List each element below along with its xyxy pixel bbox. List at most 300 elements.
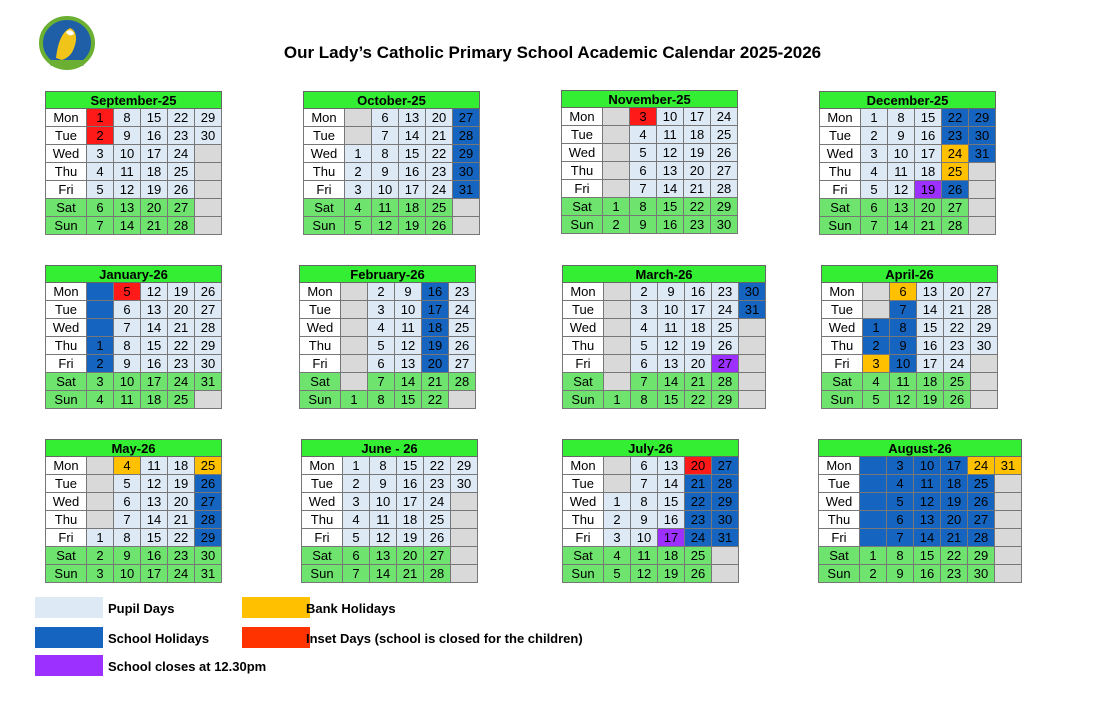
- date-cell: 19: [685, 337, 712, 355]
- day-name: Sat: [819, 547, 860, 565]
- date-cell: 2: [603, 216, 630, 234]
- day-name: Fri: [300, 355, 341, 373]
- date-cell: 7: [114, 511, 141, 529]
- date-cell: 26: [712, 337, 739, 355]
- legend-label: School closes at 12.30pm: [108, 659, 267, 674]
- empty-cell: [604, 319, 631, 337]
- date-cell: 24: [424, 493, 451, 511]
- month-title: January-26: [46, 266, 222, 283]
- date-cell: 2: [87, 547, 114, 565]
- empty-cell: [971, 373, 998, 391]
- date-cell: 1: [343, 457, 370, 475]
- month-table: [299, 265, 476, 409]
- empty-cell: [195, 199, 222, 217]
- empty-cell: [195, 391, 222, 409]
- empty-cell: [860, 493, 887, 511]
- date-cell: 28: [971, 301, 998, 319]
- day-name: Tue: [822, 301, 863, 319]
- empty-cell: [604, 355, 631, 373]
- day-name: Thu: [46, 511, 87, 529]
- day-name: Wed: [820, 145, 861, 163]
- empty-cell: [604, 337, 631, 355]
- date-cell: 8: [370, 457, 397, 475]
- date-cell: 24: [449, 301, 476, 319]
- date-cell: 9: [630, 216, 657, 234]
- week-row: [562, 126, 738, 144]
- day-name: Fri: [822, 355, 863, 373]
- empty-cell: [345, 127, 372, 145]
- date-cell: 3: [604, 529, 631, 547]
- empty-cell: [195, 217, 222, 235]
- date-cell: 27: [712, 355, 739, 373]
- date-cell: 2: [604, 511, 631, 529]
- week-row: [563, 301, 766, 319]
- date-cell: 18: [399, 199, 426, 217]
- date-cell: 12: [890, 391, 917, 409]
- date-cell: 24: [168, 145, 195, 163]
- date-cell: 19: [684, 144, 711, 162]
- empty-cell: [604, 301, 631, 319]
- date-cell: 12: [888, 181, 915, 199]
- date-cell: 19: [168, 283, 195, 301]
- date-cell: 13: [917, 283, 944, 301]
- date-cell: 29: [453, 145, 480, 163]
- week-row: [562, 162, 738, 180]
- day-name: Sun: [46, 391, 87, 409]
- day-name: Tue: [300, 301, 341, 319]
- date-cell: 24: [712, 301, 739, 319]
- week-row: [304, 127, 480, 145]
- date-cell: 17: [658, 529, 685, 547]
- date-cell: 6: [87, 199, 114, 217]
- date-cell: 19: [917, 391, 944, 409]
- legend-label: Inset Days (school is closed for the children): [306, 631, 583, 646]
- date-cell: 3: [345, 181, 372, 199]
- date-cell: 18: [685, 319, 712, 337]
- date-cell: 15: [395, 391, 422, 409]
- date-cell: 24: [426, 181, 453, 199]
- date-cell: 30: [971, 337, 998, 355]
- day-name: Sun: [820, 217, 861, 235]
- date-cell: 3: [630, 108, 657, 126]
- empty-cell: [739, 391, 766, 409]
- date-cell: 1: [345, 145, 372, 163]
- date-cell: 9: [658, 283, 685, 301]
- date-cell: 27: [453, 109, 480, 127]
- date-cell: 2: [861, 127, 888, 145]
- date-cell: 15: [658, 391, 685, 409]
- date-cell: 7: [630, 180, 657, 198]
- week-row: [820, 145, 996, 163]
- date-cell: 26: [449, 337, 476, 355]
- empty-cell: [603, 180, 630, 198]
- week-row: [46, 547, 222, 565]
- day-name: Thu: [562, 162, 603, 180]
- day-name: Sat: [302, 547, 343, 565]
- date-cell: 17: [941, 457, 968, 475]
- month-title: October-25: [304, 92, 480, 109]
- date-cell: 8: [630, 198, 657, 216]
- date-cell: 27: [195, 301, 222, 319]
- date-cell: 9: [370, 475, 397, 493]
- date-cell: 5: [630, 144, 657, 162]
- date-cell: 24: [944, 355, 971, 373]
- date-cell: 30: [195, 127, 222, 145]
- date-cell: 24: [968, 457, 995, 475]
- empty-cell: [603, 108, 630, 126]
- empty-cell: [739, 355, 766, 373]
- date-cell: 23: [941, 565, 968, 583]
- month-title: February-26: [300, 266, 476, 283]
- day-name: Tue: [820, 127, 861, 145]
- date-cell: 4: [345, 199, 372, 217]
- week-row: [46, 565, 222, 583]
- date-cell: 22: [422, 391, 449, 409]
- date-cell: 18: [422, 319, 449, 337]
- date-cell: 4: [861, 163, 888, 181]
- day-name: Mon: [563, 457, 604, 475]
- day-name: Thu: [563, 337, 604, 355]
- week-row: [819, 475, 1022, 493]
- date-cell: 24: [685, 529, 712, 547]
- week-row: [304, 199, 480, 217]
- date-cell: 5: [368, 337, 395, 355]
- week-row: [563, 355, 766, 373]
- date-cell: 8: [114, 337, 141, 355]
- date-cell: 12: [658, 337, 685, 355]
- week-row: [300, 373, 476, 391]
- date-cell: 1: [863, 319, 890, 337]
- date-cell: 17: [399, 181, 426, 199]
- empty-cell: [87, 493, 114, 511]
- date-cell: 17: [141, 373, 168, 391]
- date-cell: 12: [370, 529, 397, 547]
- date-cell: 16: [141, 355, 168, 373]
- date-cell: 6: [861, 199, 888, 217]
- date-cell: 26: [711, 144, 738, 162]
- date-cell: 30: [712, 511, 739, 529]
- week-row: [822, 355, 998, 373]
- date-cell: 16: [422, 283, 449, 301]
- date-cell: 11: [395, 319, 422, 337]
- empty-cell: [860, 511, 887, 529]
- date-cell: 27: [424, 547, 451, 565]
- date-cell: 3: [87, 373, 114, 391]
- date-cell: 20: [685, 457, 712, 475]
- date-cell: 21: [685, 373, 712, 391]
- date-cell: 8: [368, 391, 395, 409]
- date-cell: 6: [631, 457, 658, 475]
- day-name: Wed: [822, 319, 863, 337]
- date-cell: 4: [863, 373, 890, 391]
- date-cell: 19: [168, 475, 195, 493]
- week-row: [563, 337, 766, 355]
- date-cell: 13: [141, 493, 168, 511]
- date-cell: 10: [395, 301, 422, 319]
- week-row: [46, 319, 222, 337]
- date-cell: 1: [87, 109, 114, 127]
- date-cell: 1: [341, 391, 368, 409]
- week-row: [302, 457, 478, 475]
- empty-cell: [449, 391, 476, 409]
- date-cell: 9: [372, 163, 399, 181]
- date-cell: 14: [399, 127, 426, 145]
- month-title: May-26: [46, 440, 222, 457]
- date-cell: 29: [971, 319, 998, 337]
- legend-label: Bank Holidays: [306, 601, 396, 616]
- date-cell: 23: [168, 355, 195, 373]
- week-row: [820, 181, 996, 199]
- day-name: Sun: [562, 216, 603, 234]
- date-cell: 16: [685, 283, 712, 301]
- date-cell: 3: [887, 457, 914, 475]
- week-row: [300, 391, 476, 409]
- date-cell: 22: [685, 391, 712, 409]
- date-cell: 5: [887, 493, 914, 511]
- date-cell: 28: [453, 127, 480, 145]
- date-cell: 6: [890, 283, 917, 301]
- day-name: Tue: [304, 127, 345, 145]
- date-cell: 30: [969, 127, 996, 145]
- date-cell: 2: [87, 355, 114, 373]
- date-cell: 22: [685, 493, 712, 511]
- empty-cell: [195, 163, 222, 181]
- week-row: [46, 337, 222, 355]
- date-cell: 6: [368, 355, 395, 373]
- week-row: [46, 301, 222, 319]
- date-cell: 14: [914, 529, 941, 547]
- empty-cell: [87, 319, 114, 337]
- empty-cell: [341, 355, 368, 373]
- date-cell: 25: [944, 373, 971, 391]
- date-cell: 2: [345, 163, 372, 181]
- week-row: [46, 355, 222, 373]
- empty-cell: [453, 199, 480, 217]
- day-name: Fri: [562, 180, 603, 198]
- date-cell: 25: [195, 457, 222, 475]
- day-name: Sat: [562, 198, 603, 216]
- week-row: [563, 565, 739, 583]
- date-cell: 1: [87, 337, 114, 355]
- empty-cell: [971, 391, 998, 409]
- date-cell: 13: [658, 355, 685, 373]
- date-cell: 30: [453, 163, 480, 181]
- empty-cell: [341, 373, 368, 391]
- date-cell: 20: [941, 511, 968, 529]
- month-title: July-26: [563, 440, 739, 457]
- date-cell: 9: [631, 511, 658, 529]
- date-cell: 28: [712, 373, 739, 391]
- week-row: [300, 337, 476, 355]
- date-cell: 13: [370, 547, 397, 565]
- date-cell: 6: [114, 493, 141, 511]
- date-cell: 2: [343, 475, 370, 493]
- date-cell: 9: [114, 127, 141, 145]
- date-cell: 7: [887, 529, 914, 547]
- date-cell: 15: [658, 493, 685, 511]
- date-cell: 8: [887, 547, 914, 565]
- empty-cell: [87, 301, 114, 319]
- day-name: Sun: [302, 565, 343, 583]
- page-title: Our Lady’s Catholic Primary School Academic Calendar 2025-2026: [283, 43, 822, 62]
- legend-swatch: [35, 655, 103, 676]
- date-cell: 6: [630, 162, 657, 180]
- date-cell: 4: [87, 391, 114, 409]
- week-row: [563, 391, 766, 409]
- week-row: [304, 181, 480, 199]
- day-name: Wed: [46, 145, 87, 163]
- date-cell: 8: [631, 391, 658, 409]
- date-cell: 7: [372, 127, 399, 145]
- empty-cell: [995, 493, 1022, 511]
- date-cell: 11: [141, 457, 168, 475]
- date-cell: 17: [397, 493, 424, 511]
- date-cell: 5: [861, 181, 888, 199]
- week-row: [822, 301, 998, 319]
- date-cell: 18: [915, 163, 942, 181]
- date-cell: 15: [141, 109, 168, 127]
- week-row: [562, 108, 738, 126]
- date-cell: 9: [114, 355, 141, 373]
- date-cell: 28: [942, 217, 969, 235]
- date-cell: 21: [141, 217, 168, 235]
- date-cell: 29: [712, 391, 739, 409]
- date-cell: 14: [114, 217, 141, 235]
- date-cell: 28: [711, 180, 738, 198]
- date-cell: 10: [914, 457, 941, 475]
- date-cell: 14: [141, 319, 168, 337]
- week-row: [304, 163, 480, 181]
- date-cell: 6: [372, 109, 399, 127]
- date-cell: 18: [141, 163, 168, 181]
- empty-cell: [451, 511, 478, 529]
- week-row: [562, 144, 738, 162]
- date-cell: 14: [141, 511, 168, 529]
- day-name: Thu: [46, 163, 87, 181]
- day-name: Wed: [46, 493, 87, 511]
- date-cell: 13: [888, 199, 915, 217]
- date-cell: 20: [422, 355, 449, 373]
- date-cell: 28: [968, 529, 995, 547]
- empty-cell: [604, 457, 631, 475]
- date-cell: 21: [426, 127, 453, 145]
- date-cell: 20: [915, 199, 942, 217]
- week-row: [819, 493, 1022, 511]
- week-row: [563, 511, 739, 529]
- day-name: Wed: [302, 493, 343, 511]
- week-row: [46, 493, 222, 511]
- date-cell: 25: [711, 126, 738, 144]
- date-cell: 17: [917, 355, 944, 373]
- empty-cell: [345, 109, 372, 127]
- date-cell: 28: [712, 475, 739, 493]
- empty-cell: [739, 373, 766, 391]
- date-cell: 6: [114, 301, 141, 319]
- week-row: [819, 565, 1022, 583]
- week-row: [820, 199, 996, 217]
- date-cell: 25: [168, 391, 195, 409]
- date-cell: 7: [631, 373, 658, 391]
- date-cell: 21: [397, 565, 424, 583]
- month-table: [818, 439, 1022, 583]
- legend-swatch: [35, 597, 103, 618]
- month-table: [821, 265, 998, 409]
- legend-swatch: [242, 627, 310, 648]
- date-cell: 25: [712, 319, 739, 337]
- date-cell: 23: [449, 283, 476, 301]
- date-cell: 11: [114, 391, 141, 409]
- date-cell: 5: [345, 217, 372, 235]
- date-cell: 23: [685, 511, 712, 529]
- date-cell: 31: [739, 301, 766, 319]
- date-cell: 8: [372, 145, 399, 163]
- date-cell: 26: [685, 565, 712, 583]
- date-cell: 31: [453, 181, 480, 199]
- date-cell: 22: [168, 337, 195, 355]
- date-cell: 2: [863, 337, 890, 355]
- date-cell: 13: [114, 199, 141, 217]
- empty-cell: [195, 181, 222, 199]
- empty-cell: [603, 126, 630, 144]
- date-cell: 18: [168, 457, 195, 475]
- month-title: April-26: [822, 266, 998, 283]
- date-cell: 22: [941, 547, 968, 565]
- date-cell: 29: [195, 529, 222, 547]
- week-row: [820, 127, 996, 145]
- date-cell: 11: [372, 199, 399, 217]
- date-cell: 26: [424, 529, 451, 547]
- date-cell: 20: [426, 109, 453, 127]
- date-cell: 21: [944, 301, 971, 319]
- date-cell: 12: [914, 493, 941, 511]
- date-cell: 9: [887, 565, 914, 583]
- date-cell: 16: [397, 475, 424, 493]
- date-cell: 14: [658, 475, 685, 493]
- date-cell: 23: [684, 216, 711, 234]
- date-cell: 30: [451, 475, 478, 493]
- date-cell: 15: [657, 198, 684, 216]
- legend-label: Pupil Days: [108, 601, 175, 616]
- date-cell: 10: [114, 565, 141, 583]
- date-cell: 22: [942, 109, 969, 127]
- date-cell: 20: [685, 355, 712, 373]
- date-cell: 1: [87, 529, 114, 547]
- date-cell: 20: [168, 493, 195, 511]
- week-row: [563, 529, 739, 547]
- week-row: [563, 457, 739, 475]
- date-cell: 29: [712, 493, 739, 511]
- date-cell: 4: [631, 319, 658, 337]
- date-cell: 1: [860, 547, 887, 565]
- day-name: Mon: [46, 457, 87, 475]
- week-row: [46, 283, 222, 301]
- date-cell: 12: [141, 283, 168, 301]
- day-name: Sun: [304, 217, 345, 235]
- week-row: [46, 181, 222, 199]
- day-name: Sat: [563, 547, 604, 565]
- date-cell: 6: [631, 355, 658, 373]
- date-cell: 12: [657, 144, 684, 162]
- day-name: Tue: [562, 126, 603, 144]
- date-cell: 27: [968, 511, 995, 529]
- date-cell: 23: [426, 163, 453, 181]
- empty-cell: [995, 511, 1022, 529]
- day-name: Sun: [563, 391, 604, 409]
- date-cell: 16: [657, 216, 684, 234]
- date-cell: 16: [399, 163, 426, 181]
- empty-cell: [863, 301, 890, 319]
- month-table: [819, 91, 996, 235]
